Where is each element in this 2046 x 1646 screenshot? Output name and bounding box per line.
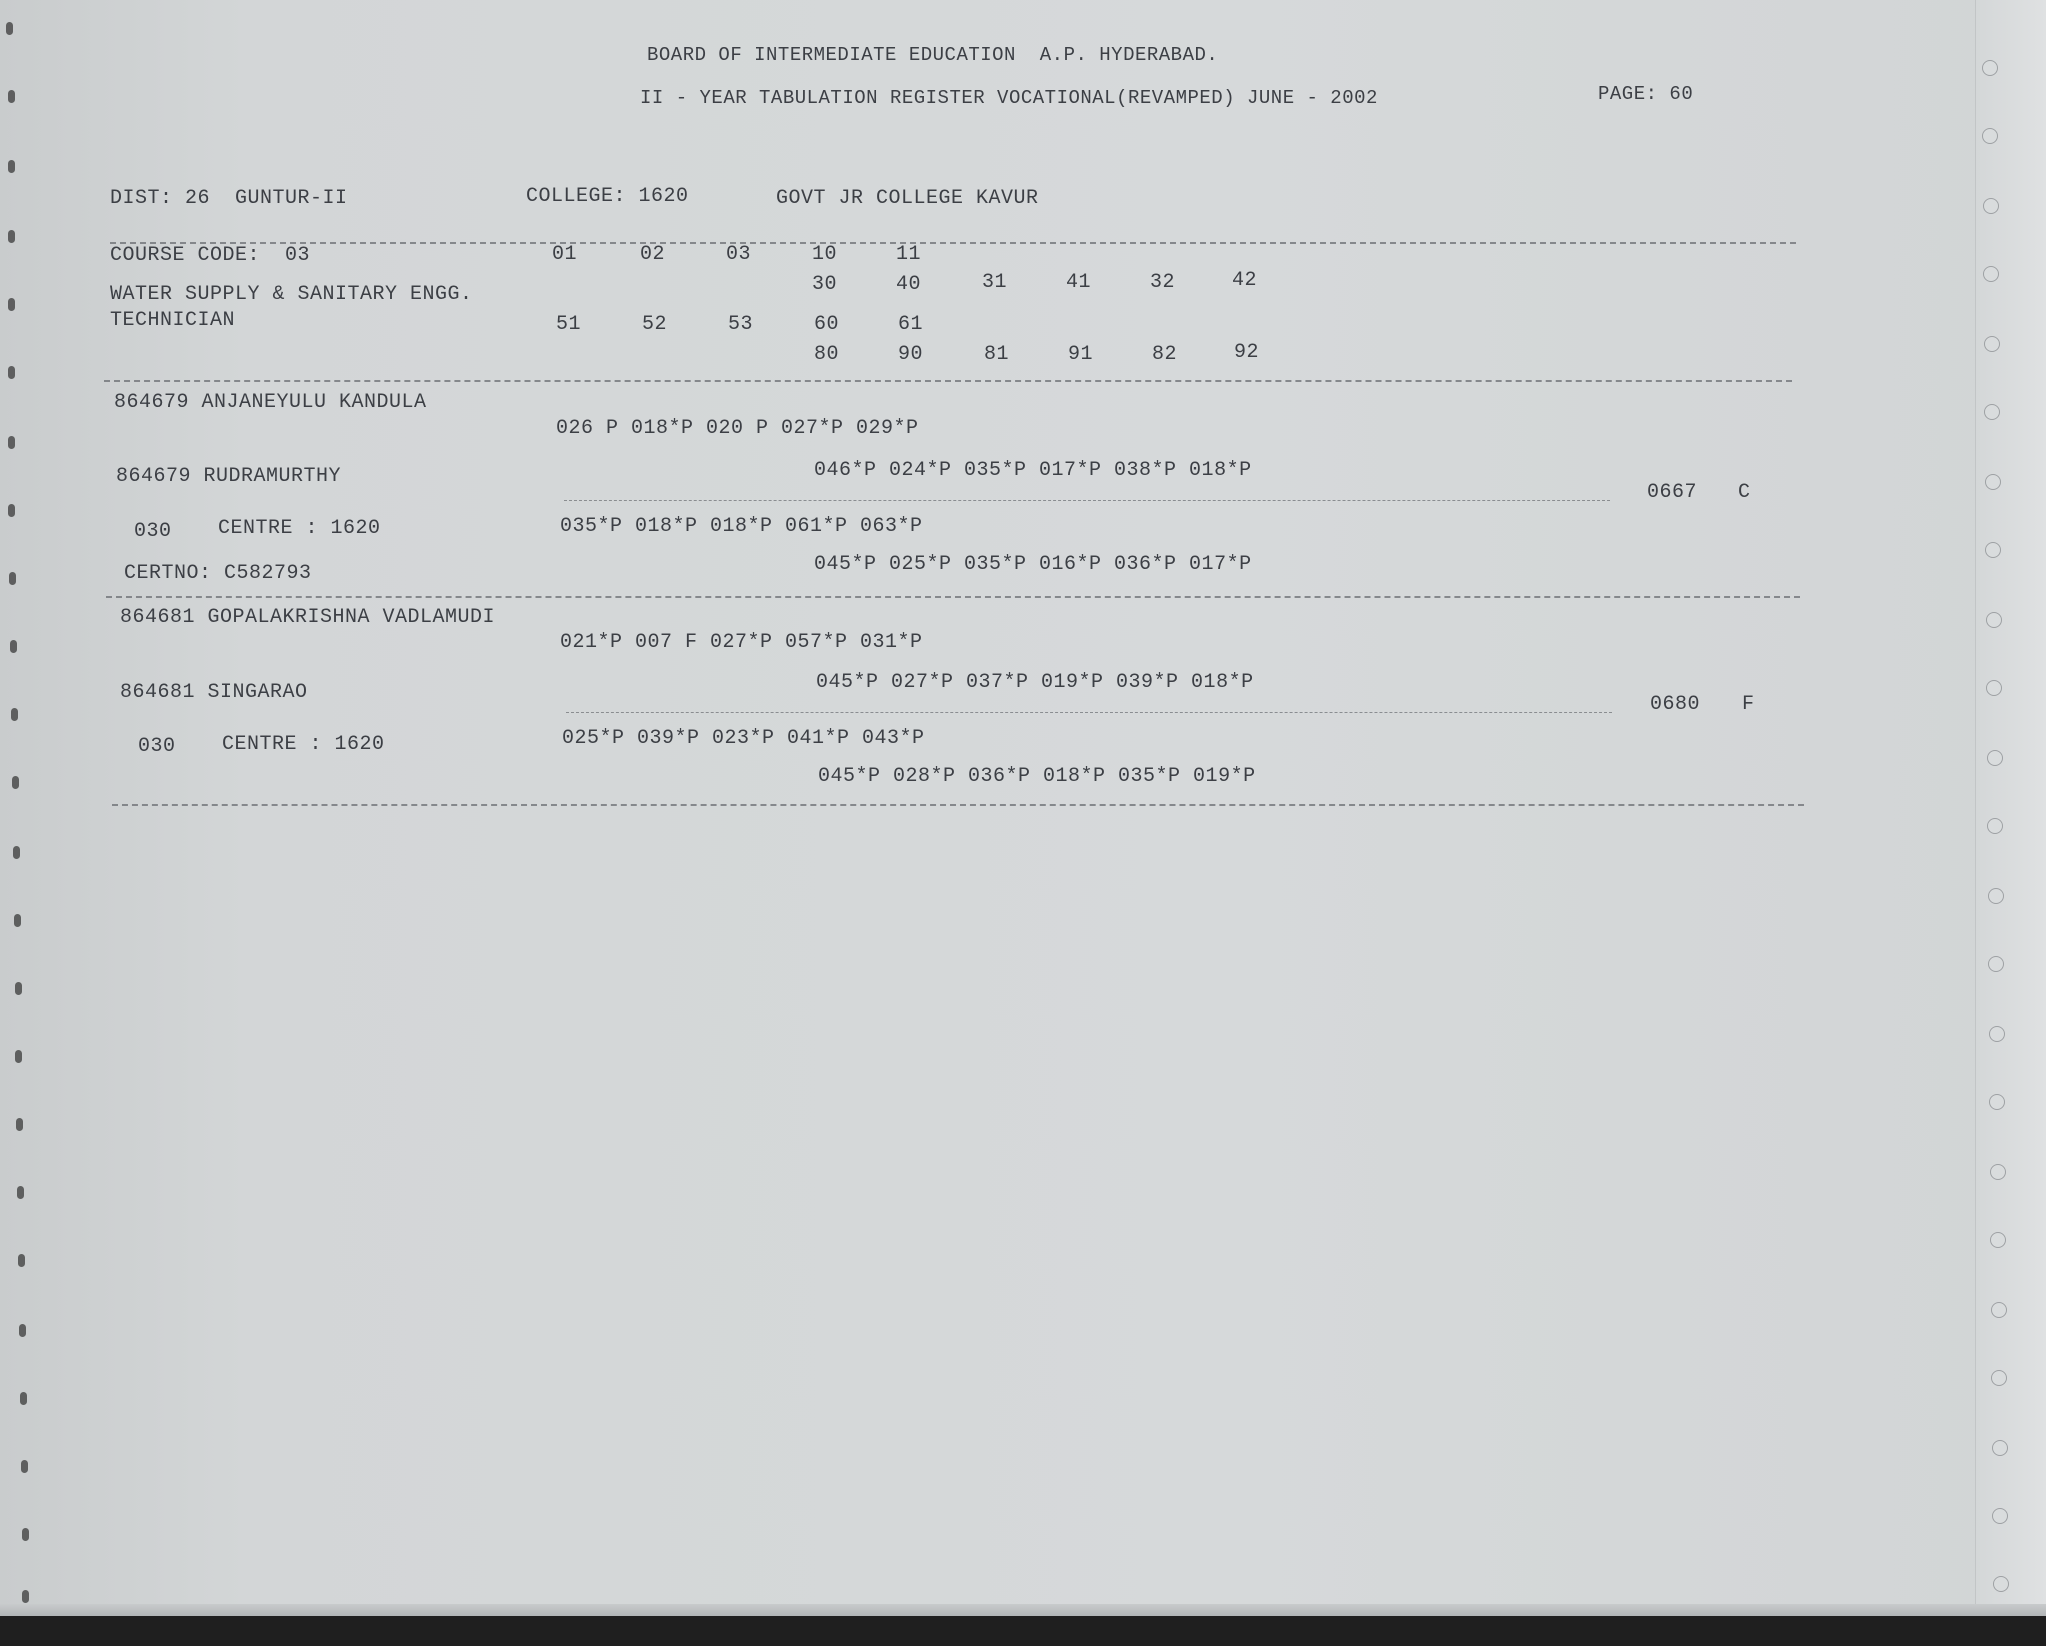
page-number: PAGE: 60 xyxy=(1598,83,1694,105)
perforation-hole xyxy=(9,572,16,585)
marks-line: 045*P 027*P 037*P 019*P 039*P 018*P xyxy=(816,671,1254,694)
subject-code: 60 xyxy=(814,313,840,336)
perforation-hole xyxy=(1985,474,2001,490)
subject-code: 92 xyxy=(1234,341,1260,364)
register-title: II - YEAR TABULATION REGISTER VOCATIONAL(REVAMPED) JUNE - 2002 xyxy=(640,87,1378,109)
marks-line: 045*P 025*P 035*P 016*P 036*P 017*P xyxy=(814,553,1252,576)
perforation-hole xyxy=(10,640,17,653)
perforation-hole xyxy=(13,846,20,859)
perforation-hole xyxy=(1992,1440,2008,1456)
subject-code: 53 xyxy=(728,313,754,336)
perforation-hole xyxy=(1989,1094,2005,1110)
perforation-hole xyxy=(1991,1370,2007,1386)
subject-code: 10 xyxy=(812,243,838,266)
perforation-hole xyxy=(18,1254,25,1267)
perforation-hole xyxy=(1986,680,2002,696)
marks-line: 035*P 018*P 018*P 061*P 063*P xyxy=(560,515,923,538)
subject-code: 03 xyxy=(726,243,752,266)
perforation-hole xyxy=(20,1392,27,1405)
marks-line: 021*P 007 F 027*P 057*P 031*P xyxy=(560,631,923,654)
board-title: BOARD OF INTERMEDIATE EDUCATION A.P. HYDERABAD. xyxy=(647,44,1219,66)
perforation-hole xyxy=(1983,266,1999,282)
perforation-hole xyxy=(14,914,21,927)
perforation-hole xyxy=(1982,128,1998,144)
marks-line: 026 P 018*P 020 P 027*P 029*P xyxy=(556,417,919,440)
candidate-code: 030 xyxy=(138,735,176,758)
centre: CENTRE : 1620 xyxy=(218,517,381,540)
subject-code: 82 xyxy=(1152,343,1178,366)
perforation-hole xyxy=(1989,1026,2005,1042)
perforation-hole xyxy=(16,1118,23,1131)
perforation-hole xyxy=(1992,1508,2008,1524)
perforation-hole xyxy=(8,90,15,103)
perforation-hole xyxy=(8,366,15,379)
subject-code: 51 xyxy=(556,313,582,336)
perforation-hole xyxy=(1990,1232,2006,1248)
perforation-hole xyxy=(8,298,15,311)
certificate-number: CERTNO: C582793 xyxy=(124,562,312,585)
subject-code: 30 xyxy=(812,273,838,296)
perforation-hole xyxy=(1987,818,2003,834)
perforation-hole xyxy=(1987,750,2003,766)
perforation-hole xyxy=(8,160,15,173)
subject-code: 11 xyxy=(896,243,922,266)
total-marks: 0667 xyxy=(1647,481,1698,504)
perforation-hole xyxy=(1993,1576,2009,1592)
total-marks: 0680 xyxy=(1650,693,1701,716)
subject-code: 81 xyxy=(984,343,1010,366)
perforation-hole xyxy=(1988,956,2004,972)
perforation-hole xyxy=(1988,888,2004,904)
subject-code: 32 xyxy=(1150,271,1176,294)
divider xyxy=(106,596,1800,598)
perforation-hole xyxy=(6,22,13,35)
father-name: 864679 RUDRAMURTHY xyxy=(116,465,342,488)
subject-code: 01 xyxy=(552,243,578,266)
perforation-hole xyxy=(12,776,19,789)
perforation-hole xyxy=(22,1528,29,1541)
subject-code: 42 xyxy=(1232,269,1258,292)
subject-code: 31 xyxy=(982,271,1008,294)
subject-code: 80 xyxy=(814,343,840,366)
subject-code: 91 xyxy=(1068,343,1094,366)
marks-line: 046*P 024*P 035*P 017*P 038*P 018*P xyxy=(814,459,1252,482)
result-grade: C xyxy=(1738,481,1751,504)
subject-code: 40 xyxy=(896,273,922,296)
course-name-line2: TECHNICIAN xyxy=(110,309,236,332)
student-id-name: 864681 GOPALAKRISHNA VADLAMUDI xyxy=(120,606,496,629)
perforation-hole xyxy=(8,504,15,517)
perforation-hole xyxy=(1984,336,2000,352)
college-name: GOVT JR COLLEGE KAVUR xyxy=(776,187,1039,210)
centre: CENTRE : 1620 xyxy=(222,733,385,756)
subject-code: 52 xyxy=(642,313,668,336)
marks-line: 025*P 039*P 023*P 041*P 043*P xyxy=(562,727,925,750)
course-code: COURSE CODE: 03 xyxy=(110,244,311,267)
divider xyxy=(110,242,1796,244)
perforation-hole xyxy=(15,1050,22,1063)
perforation-hole xyxy=(1986,612,2002,628)
perforation-hole xyxy=(8,230,15,243)
course-name-line1: WATER SUPPLY & SANITARY ENGG. xyxy=(110,283,473,306)
perforation-hole xyxy=(19,1324,26,1337)
candidate-code: 030 xyxy=(134,520,172,543)
subject-code: 90 xyxy=(898,343,924,366)
perforation-hole xyxy=(22,1590,29,1603)
divider xyxy=(564,500,1610,501)
perforation-hole xyxy=(1983,198,1999,214)
perforation-hole xyxy=(1991,1302,2007,1318)
perforation-hole xyxy=(1985,542,2001,558)
binder-edge xyxy=(0,1616,2046,1646)
perforation-hole xyxy=(1984,404,2000,420)
divider xyxy=(104,380,1792,382)
marks-line: 045*P 028*P 036*P 018*P 035*P 019*P xyxy=(818,765,1256,788)
perforation-hole xyxy=(1990,1164,2006,1180)
result-grade: F xyxy=(1742,693,1755,716)
perforation-hole xyxy=(15,982,22,995)
district: DIST: 26 GUNTUR-II xyxy=(110,187,348,210)
subject-code: 61 xyxy=(898,313,924,336)
perforation-hole xyxy=(21,1460,28,1473)
perforation-hole xyxy=(17,1186,24,1199)
subject-code: 41 xyxy=(1066,271,1092,294)
divider xyxy=(112,804,1804,806)
perforation-hole xyxy=(1982,60,1998,76)
perforation-hole xyxy=(8,436,15,449)
subject-code: 02 xyxy=(640,243,666,266)
father-name: 864681 SINGARAO xyxy=(120,681,308,704)
student-id-name: 864679 ANJANEYULU KANDULA xyxy=(114,391,427,414)
perforation-hole xyxy=(11,708,18,721)
divider xyxy=(566,712,1612,713)
college-code: COLLEGE: 1620 xyxy=(526,185,689,208)
right-perforation-strip xyxy=(1975,0,2046,1620)
